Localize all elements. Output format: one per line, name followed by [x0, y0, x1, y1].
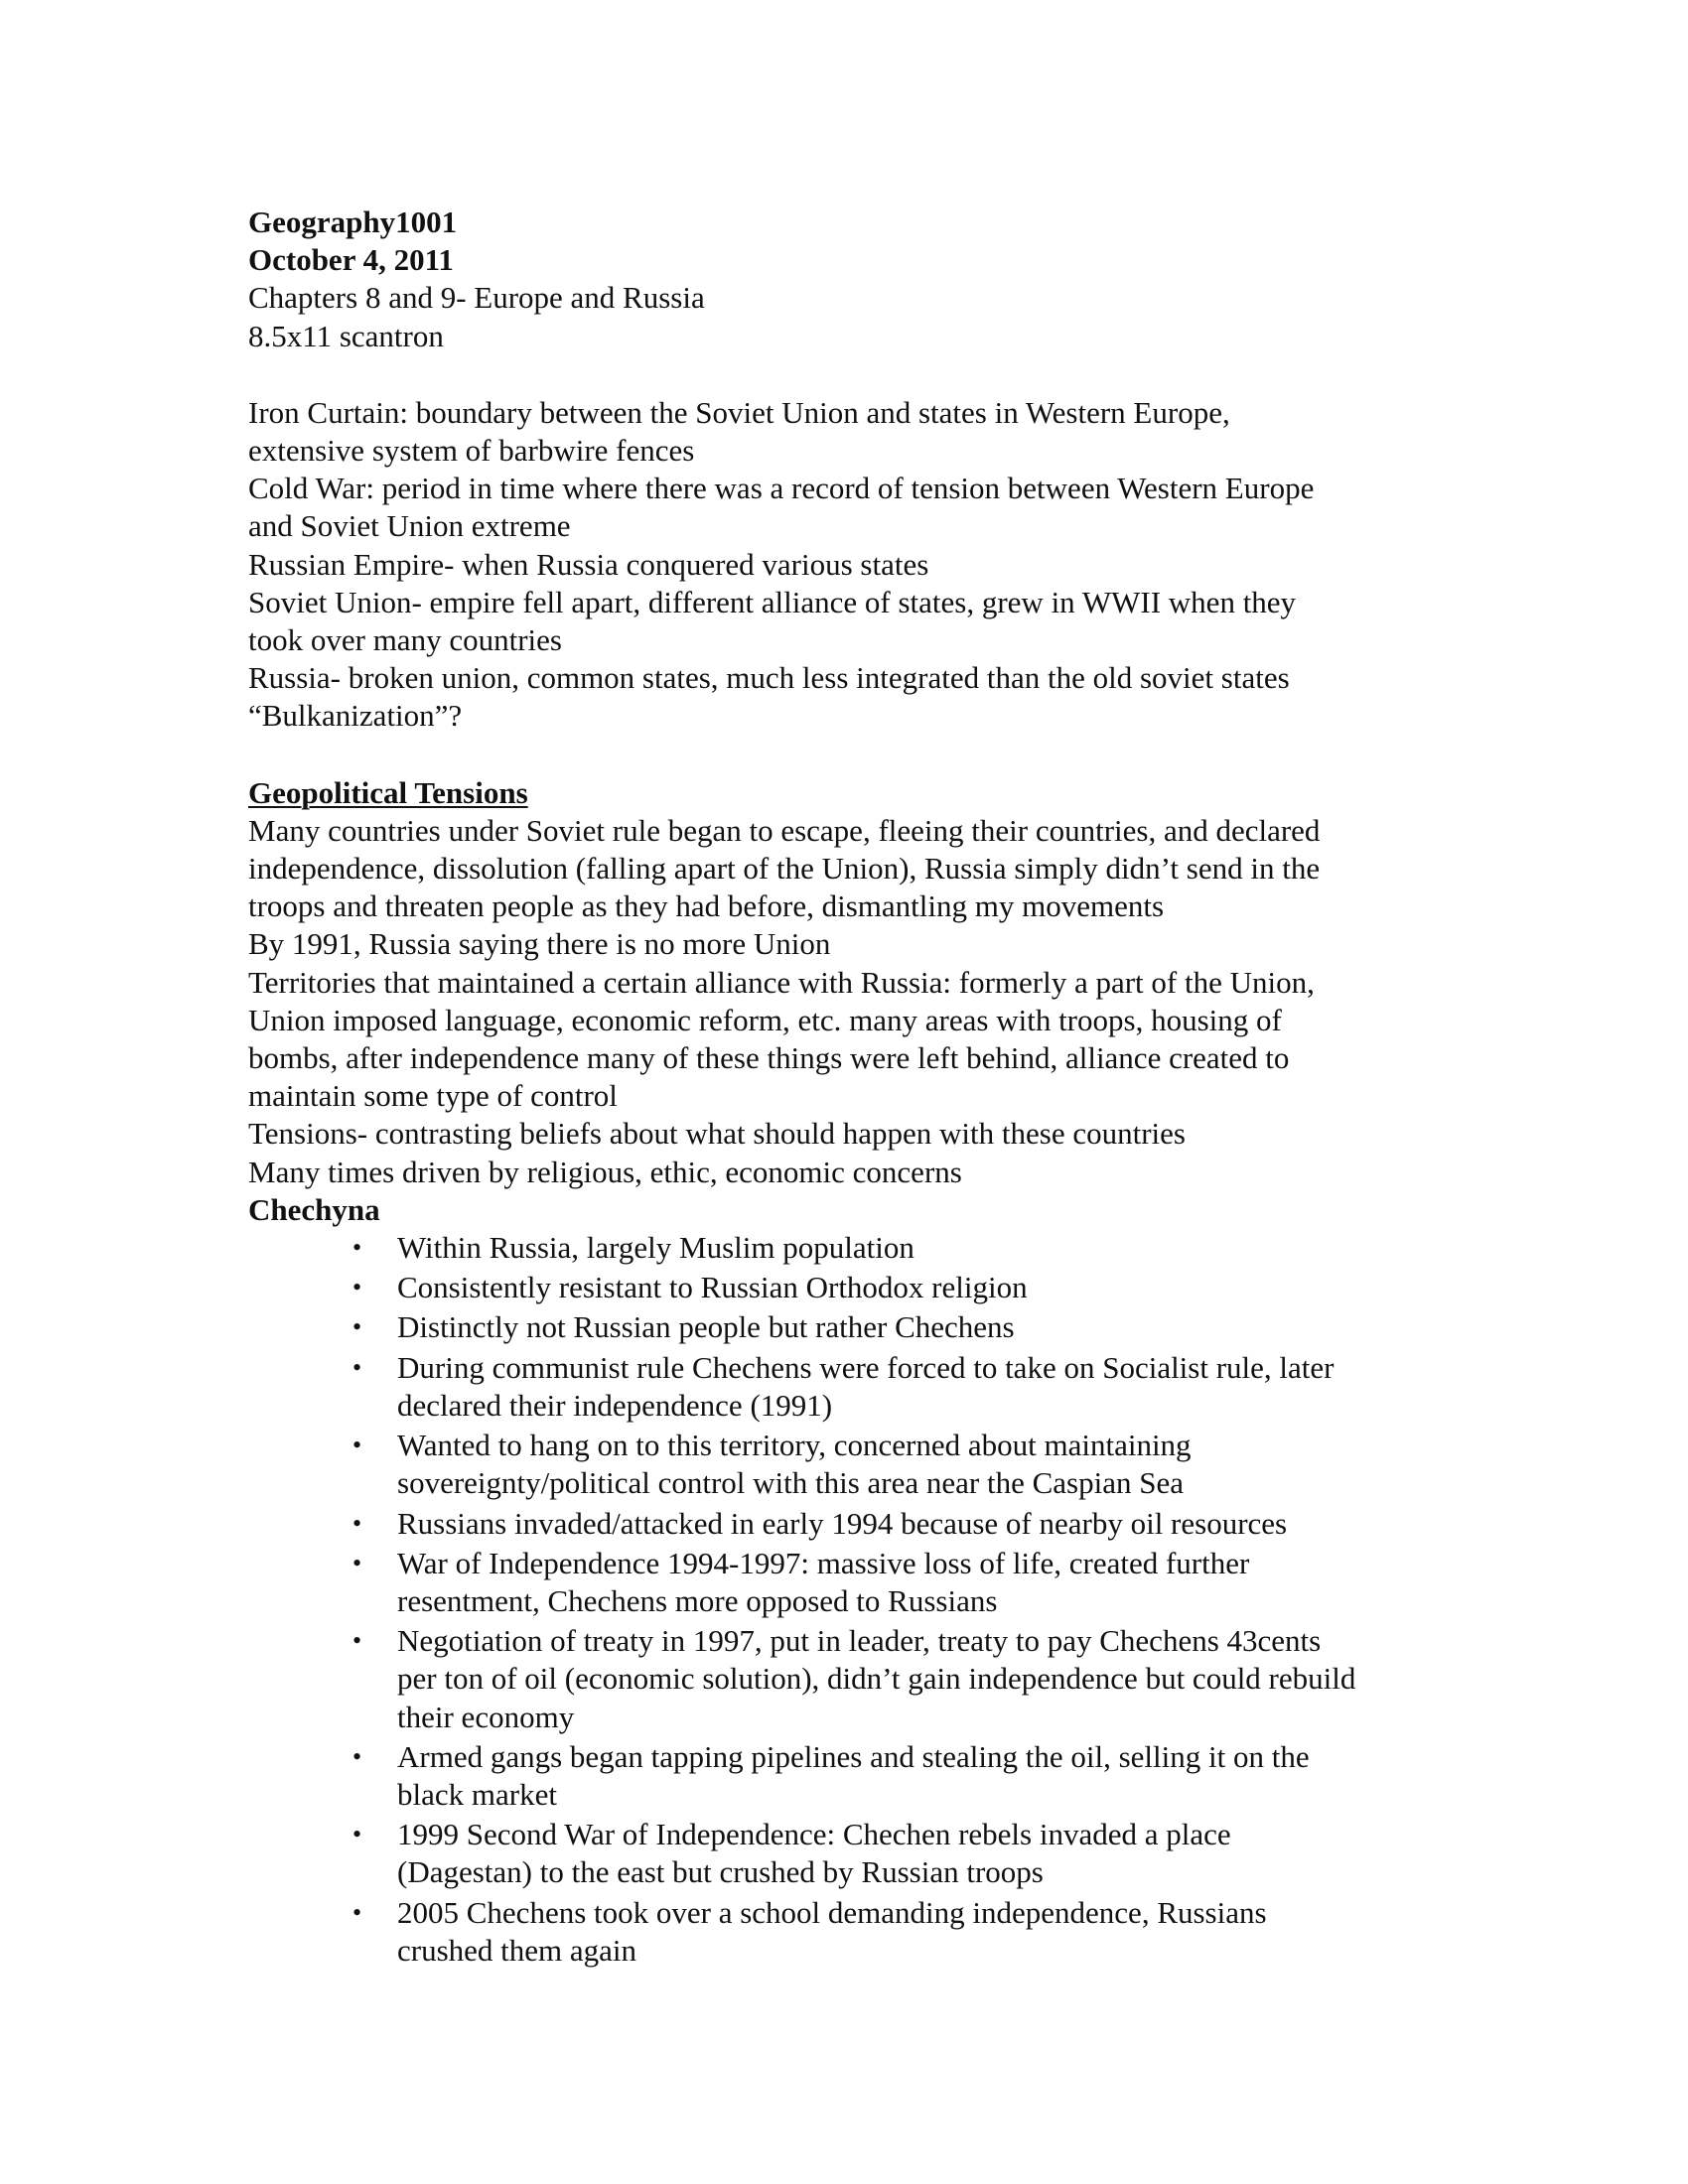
definition-line: “Bulkanization”? — [248, 698, 463, 734]
bullet-icon: • — [352, 1431, 362, 1460]
definition-line: Iron Curtain: boundary between the Soviet Union and states in Western Europe, — [248, 394, 1230, 430]
paragraph-line: independence, dissolution (falling apart of the Union), Russia simply didn’t send in the — [248, 851, 1321, 887]
list-item-line: resentment, Chechens more opposed to Russians — [397, 1582, 998, 1618]
list-item-line: Wanted to hang on to this territory, concerned about maintaining — [397, 1428, 1192, 1463]
definition-line: Soviet Union- empire fell apart, different alliance of states, grew in WWII when they — [248, 584, 1297, 619]
bullet-icon: • — [352, 1548, 362, 1577]
paragraph-line: Many times driven by religious, ethic, economic concerns — [248, 1154, 962, 1189]
list-item — [352, 1505, 1460, 1543]
list-item-line: (Dagestan) to the east but crushed by Russian troops — [397, 1854, 1044, 1890]
definition-russia — [248, 659, 1460, 735]
geopolitical-block — [248, 812, 1460, 1191]
list-item — [352, 1229, 1460, 1267]
paragraph-line: bombs, after independence many of these things were left behind, alliance created to — [248, 1040, 1290, 1076]
lecture-date: October 4, 2011 — [248, 242, 454, 278]
list-item-line: Within Russia, largely Muslim population — [397, 1230, 914, 1266]
list-item-line: their economy — [397, 1699, 575, 1734]
list-item — [352, 1894, 1460, 1970]
bullet-icon: • — [352, 1352, 362, 1382]
list-item-line: sovereignty/political control with this area near the Caspian Sea — [397, 1465, 1184, 1501]
definition-line: Cold War: period in time where there was a record of tension between Western Europe — [248, 471, 1315, 506]
paragraph-line: By 1991, Russia saying there is no more Union — [248, 926, 831, 962]
scantron-line: 8.5x11 scantron — [248, 318, 444, 353]
paragraph-line: Many countries under Soviet rule began to escape, fleeing their countries, and declared — [248, 812, 1321, 848]
list-item-line: black market — [397, 1776, 557, 1812]
definition-line: and Soviet Union extreme — [248, 508, 571, 544]
bullet-icon: • — [352, 1508, 362, 1538]
list-item — [352, 1622, 1460, 1736]
list-item — [352, 1738, 1460, 1814]
list-item — [352, 1269, 1460, 1306]
list-item-line: 1999 Second War of Independence: Chechen rebels invaded a place — [397, 1817, 1231, 1852]
paragraph-line: Tensions- contrasting beliefs about what should happen with these countries — [248, 1116, 1186, 1152]
list-item — [352, 1308, 1460, 1346]
list-item-line: Armed gangs began tapping pipelines and stealing the oil, selling it on the — [397, 1738, 1310, 1774]
bullet-icon: • — [352, 1233, 362, 1263]
bullet-icon: • — [352, 1273, 362, 1302]
document-page — [248, 204, 1460, 1972]
bullet-icon: • — [352, 1741, 362, 1771]
chechyna-bullet-list — [248, 1229, 1460, 1970]
definitions-block — [248, 394, 1460, 736]
list-item — [352, 1349, 1460, 1425]
list-item-line: 2005 Chechens took over a school demanding independence, Russians — [397, 1894, 1267, 1930]
list-item — [352, 1816, 1460, 1891]
course-title: Geography1001 — [248, 205, 458, 239]
bullet-icon: • — [352, 1897, 362, 1927]
paragraph — [248, 1115, 1460, 1153]
definition-line: Russia- broken union, common states, much less integrated than the old soviet states — [248, 660, 1290, 696]
list-item-line: Negotiation of treaty in 1997, put in leader, treaty to pay Chechens 43cents — [397, 1623, 1322, 1659]
list-item-line: declared their independence (1991) — [397, 1387, 833, 1423]
list-item — [352, 1427, 1460, 1502]
list-item-line: During communist rule Chechens were forced to take on Socialist rule, later — [397, 1349, 1335, 1385]
list-item-line: per ton of oil (economic solution), didn’t gain independence but could rebuild — [397, 1661, 1356, 1697]
definition-line: extensive system of barbwire fences — [248, 433, 695, 469]
spacer — [248, 736, 1460, 774]
list-item-line: Consistently resistant to Russian Orthodox religion — [397, 1270, 1028, 1305]
bullet-icon: • — [352, 1312, 362, 1342]
definition-soviet-union — [248, 584, 1460, 659]
paragraph-line: Union imposed language, economic reform, etc. many areas with troops, housing of — [248, 1002, 1282, 1037]
paragraph — [248, 812, 1460, 926]
definition-line: Russian Empire- when Russia conquered various states — [248, 546, 929, 582]
bullet-icon: • — [352, 1820, 362, 1849]
paragraph — [248, 925, 1460, 963]
bullet-icon: • — [352, 1626, 362, 1656]
spacer — [248, 355, 1460, 394]
list-item — [352, 1545, 1460, 1620]
list-item-line: Russians invaded/attacked in early 1994 because of nearby oil resources — [397, 1505, 1288, 1541]
section-heading-geopolitical: Geopolitical Tensions — [248, 774, 528, 810]
definition-line: took over many countries — [248, 622, 562, 658]
paragraph — [248, 1154, 1460, 1191]
definition-cold-war — [248, 470, 1460, 545]
paragraph-line: Territories that maintained a certain alliance with Russia: formerly a part of the Union, — [248, 964, 1315, 1000]
definition-russian-empire — [248, 546, 1460, 584]
chapters-line: Chapters 8 and 9- Europe and Russia — [248, 280, 705, 316]
definition-iron-curtain — [248, 394, 1460, 470]
list-item-line: War of Independence 1994-1997: massive loss of life, created further — [397, 1545, 1250, 1580]
paragraph-line: maintain some type of control — [248, 1078, 618, 1114]
paragraph-line: troops and threaten people as they had before, dismantling my movements — [248, 888, 1165, 924]
list-item-line: crushed them again — [397, 1932, 637, 1968]
section-heading-chechyna: Chechyna — [248, 1191, 380, 1227]
paragraph — [248, 964, 1460, 1116]
list-item-line: Distinctly not Russian people but rather Chechens — [397, 1309, 1015, 1345]
